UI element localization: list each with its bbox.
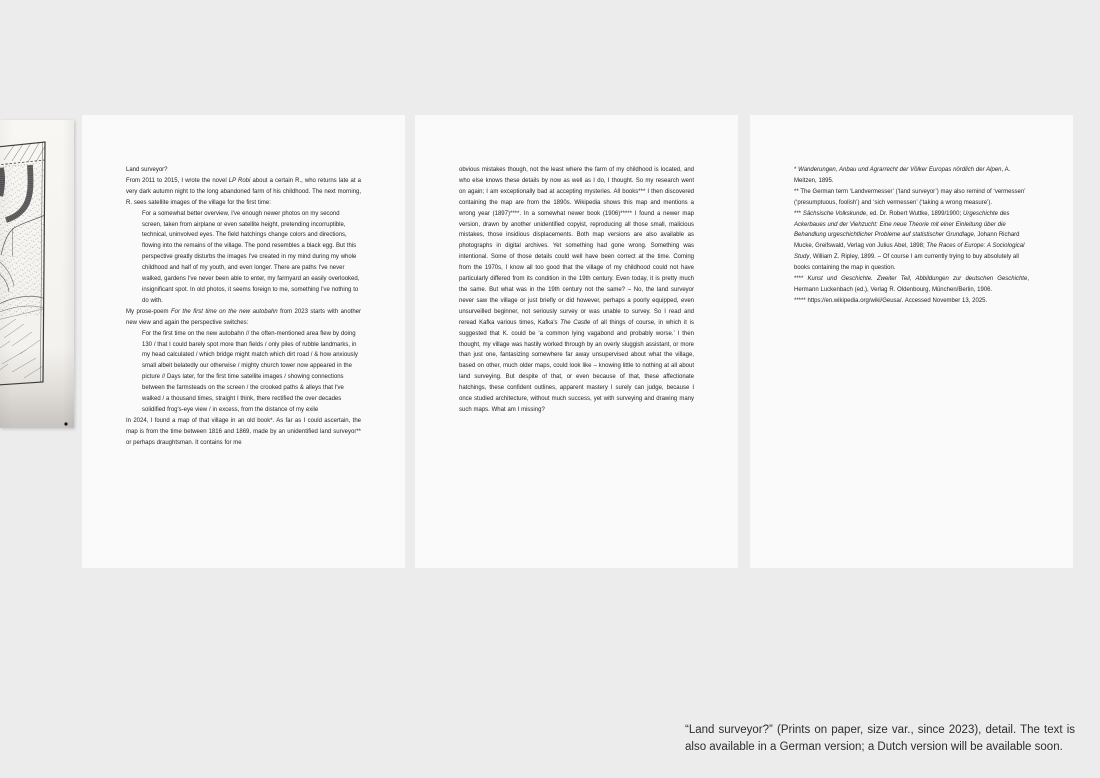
print-page-3: [750, 115, 1073, 568]
map-stipple-texture: [0, 164, 47, 316]
paragraph: [126, 416, 361, 449]
map-lower-field-hatching: [0, 309, 43, 378]
footnote-1: [794, 165, 1029, 187]
text-segment: , Hermann Luckenbach (ed.), Verlag R. Oldenbourg, München/Berlin, 1906.: [794, 276, 1029, 293]
text-segment: Land surveyor?: [126, 167, 168, 173]
print-page-2: [415, 115, 738, 568]
map-scan-fragment: [0, 120, 74, 428]
paper-corner-speck: [64, 422, 67, 425]
map-hatched-band-left: [0, 168, 2, 196]
footnote-3: [794, 209, 1029, 274]
page-1-text: [126, 165, 361, 449]
text-segment: For the first time on the new autobahn // the often-mentioned area flew by doing 130 / that I could barely spot more than fields / only piles of rubble landmarks, in my head calculated / which bridge might match which dirt road / & how anxiously small albeit belatedly our otherwise / mighty church tower now appeared in the picture // Days later, for the first time satellite images / showing connections between the farmsteads on the screen / the crooked paths & alleys that I've walked / a thousand times, straight I think, there rectified the over decades solidified frog's-eye view / in excess, from the distance of my exile: [142, 330, 358, 413]
print-page-1: [82, 115, 405, 568]
text-segment: Kunst und Geschichte. Zweiter Teil, Abbildungen zur deutschen Geschichte: [807, 276, 1028, 283]
text-segment: Sächsische Volkskunde: [802, 210, 867, 217]
artwork-caption: “Land surveyor?” (Prints on paper, size var., since 2023), detail. The text is also available in a German version; a Dutch version will be available soon.: [685, 724, 1075, 754]
text-segment: ***: [794, 210, 803, 217]
text-segment: , A. Meitzen, 1895.: [794, 167, 1011, 184]
text-segment: The Castle: [560, 319, 591, 326]
footnote-4: [794, 274, 1029, 296]
text-segment: For a somewhat better overview, I've enough newer photos on my second screen, taken from airplane or even satellite height, pretending incorruptible, technical, uninvolved eyes. The field hatchings change colors and directions, flowing into the remains of the village. The pond resembles a black egg. But this perspective greatly disturbs the images I've created in my mind during my whole childhood and half of my youth, and even longer. There are paths I've never walked, gardens I've never been able to enter, my farmyard an easily overlooked, insignificant spot. In old photos, it seems foreign to me, something I've nothing to do with.: [142, 210, 360, 304]
text-segment: about a certain R., who returns late at a very dark autumn night to the long abandoned farm of his childhood. The next morning, R. sees satellite images of the village for the first time:: [126, 177, 361, 206]
text-segment: , William Z. Ripley, 1899. – Of course I am currently trying to buy absolutely all books containing the map in question.: [794, 254, 1019, 272]
text-segment: *: [794, 167, 799, 173]
text-segment: My prose-poem: [126, 308, 171, 315]
text-segment: LP Robi: [228, 177, 251, 184]
text-segment: ****: [794, 276, 808, 283]
paragraph: [126, 176, 361, 209]
block-quote: [126, 209, 361, 307]
map-drawing: [0, 120, 74, 428]
block-quote: [126, 329, 361, 416]
text-segment: , ed. Dr. Robert Wuttke, 1899/1900;: [866, 210, 963, 217]
text-segment: Wanderungen, Anbau und Agrarrecht der Völker Europas nördlich der Alpen: [798, 167, 1002, 173]
text-segment: Urgeschichte des Ackerbaues und der Viehzucht: Eine neue Theorie mit einer Einleitung über die Behandlung urgeschichtlicher Probleme auf statistischer Grundlage: [794, 210, 1010, 239]
text-segment: From 2011 to 2015, I wrote the novel: [126, 177, 229, 184]
page-2-text: [459, 165, 694, 416]
text-segment: , Johann Richard Mucke, Greifswald, Verlag von Julius Abel, 1898;: [794, 232, 1020, 250]
page-3-text: [794, 165, 1029, 307]
paragraph: [459, 165, 694, 416]
footnote-2: [794, 187, 1029, 209]
text-segment: In 2024, I found a map of that village in an old book*. As far as I could ascertain, the map is from the time between 1816 and 1869, made by an unidentified land surveyor** or perhaps draughtsman. It contains for me: [126, 417, 361, 446]
title-line: [126, 165, 361, 176]
footnote-5: [794, 296, 1029, 307]
text-segment: from 2023 starts with another new view and again the perspective switches:: [126, 308, 361, 326]
text-segment: ***** https://en.wikipedia.org/wiki/Geusa/. Accessed November 13, 2025.: [794, 297, 988, 304]
text-segment: The Races of Europe: A Sociological Study: [794, 243, 1025, 261]
text-segment: For the first time on the new autobahn: [170, 308, 278, 315]
paragraph: [126, 307, 361, 329]
text-segment: obvious mistakes though, not the least where the farm of my childhood is located, and who else knows these details by now as well as I do, I thought. So my research went on again; I am exceptionally bad at accepting mysteries. All books*** I then discovered containing the map are from the 1890s. Wikipedia shows this map and mentions a wrong year (1897)****. In a somewhat newer book (1906)***** I found a newer map version, drawn by another unidentified copyist, reproducing all those small, malicious mistakes, those insidious displacements. Both map versions are also available as photographs in digital archives. Yet something had gone wrong. Something was intentional. Some of those details could well have been correct at the time. Coming from the 1970s, I know all too good that the village of my childhood could not have particularly differed from its condition in the 19th century. Even today, it is pretty much the same. But what was in the 19th century not the same? – No, the land surveyor never saw the village or just briefly or did however, perhaps a poorly equipped, even unsurveilled beginner, not seriously survey or was unable to survey. So I read and reread Kafka various times, Kafka's: [459, 167, 694, 326]
text-segment: of all things of course, in which it is suggested that K. could be ‘a common lying vagabond and probably worse.’ I then thought, my village was hastily worked through by an overly sluggish assistant, or more than just one, fantasizing somewhere far away unsupervised about what the village, based on other, much older maps, could look like – knowing little to nothing at all about land surveying. But despite of that, or even because of that, these affectionate hatchings, these confident outlines, apparent mastery I surely can judge, because I once studied architecture, without much success, yet with surveying and drawing many such maps. What am I missing?: [459, 319, 694, 413]
text-segment: ** The German term ‘Landvermesser’ (‘land surveyor’) may also remind of ‘vermessen’ (‘presumptuous, foolish’) and ‘sich vermessen’ (‘taking a wrong measure’).: [794, 188, 1026, 206]
